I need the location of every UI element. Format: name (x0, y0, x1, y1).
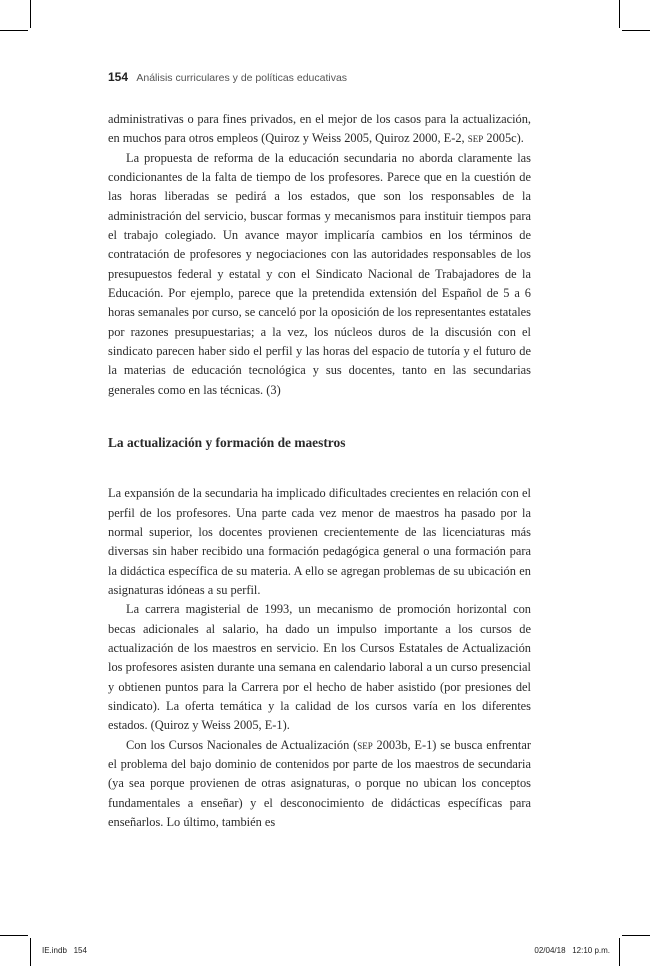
paragraph (108, 110, 531, 149)
text-run: 2005c). (483, 131, 524, 146)
crop-mark (30, 938, 31, 966)
crop-mark (619, 938, 620, 966)
crop-mark (0, 30, 28, 31)
paragraph: La expansión de la secundaria ha implicado dificultades crecientes en relación con el perfil de los profesores. Una parte cada vez menor de maestros ha pasado por la normal superior, los docentes provienen crecientemente de las licenciaturas más diversas sin haber recibido una formación pedagógica general o una formación para la didáctica específica de su materia. A ello se agregan problemas de su ubicación en asignaturas idóneas a su perfil. (108, 486, 531, 597)
slug-file: IE.indb 154 (42, 946, 87, 955)
text-run: 2003b, E-1) se busca enfrentar el problema del bajo dominio de contenidos por parte de los maestros de secundaria (ya sea porque provienen de otras asignaturas, o porque no ubican los conceptos fundamentales a enseñar) y el desconocimiento de didácticas específicas para enseñarlos. Lo último, también es (108, 737, 532, 829)
small-caps-run: sep (357, 737, 373, 752)
running-head (108, 70, 347, 84)
text-run: Con los Cursos Nacionales de Actualización ( (126, 737, 358, 752)
page-number: 154 (108, 70, 129, 84)
body-text (108, 110, 531, 832)
paragraph (108, 736, 531, 833)
running-title: Análisis curriculares y de políticas educativas (136, 72, 348, 84)
paragraph: La carrera magisterial de 1993, un mecanismo de promoción horizontal con becas adicionales al salario, ha dado un impulso importante a los cursos de actualización de los maestros en servicio. En los Cursos Estatales de Actualización los profesores asisten durante una semana en calendario laboral a un curso presencial y obtienen puntos para la Carrera por el hecho de haber asistido (por presiones del sindicato). La oferta temática y la calidad de los cursos varía en los diferentes estados. (Quiroz y Weiss 2005, E-1). (108, 602, 531, 733)
crop-mark (619, 0, 620, 28)
paragraph: La propuesta de reforma de la educación secundaria no aborda claramente las condicionantes de la falta de tiempo de los profesores. Parece que en la cuestión de las horas liberadas se pedirá a los estados, que son los responsables de la administración del servicio, buscar formas y mecanismos para instituir tiempos para el trabajo colegiado. Un avance mayor implicaría cambios en los términos de contratación de profesores y negociaciones con las autoridades responsables de los presupuestos federal y estatal y con el Sindicato Nacional de Trabajadores de la Educación. Por ejemplo, parece que la pretendida extensión del Español de 5 a 6 horas semanales por curso, se canceló por la oposición de los representantes estatales por razones presupuestarias; a la vez, los núcleos duros de la discusión con el sindicato parecen haber sido el perfil y las horas del espacio de tutoría y el futuro de la materias de educación tecnológica y sus docentes, tanto en las secundarias generales como en las técnicas. (3) (108, 150, 531, 397)
crop-mark (622, 30, 650, 31)
small-caps-run: sep (467, 131, 484, 146)
section-heading: La actualización y formación de maestros (108, 435, 346, 451)
slug-datetime: 02/04/18 12:10 p.m. (534, 946, 610, 955)
crop-mark (0, 935, 28, 936)
crop-mark (30, 0, 31, 28)
crop-mark (622, 935, 650, 936)
text-run: administrativas o para fines privados, en el mejor de los casos para la actualización, en muchos para otros empleos (Quiroz y Weiss 2005, Quiroz 2000, E-2, (108, 112, 531, 146)
